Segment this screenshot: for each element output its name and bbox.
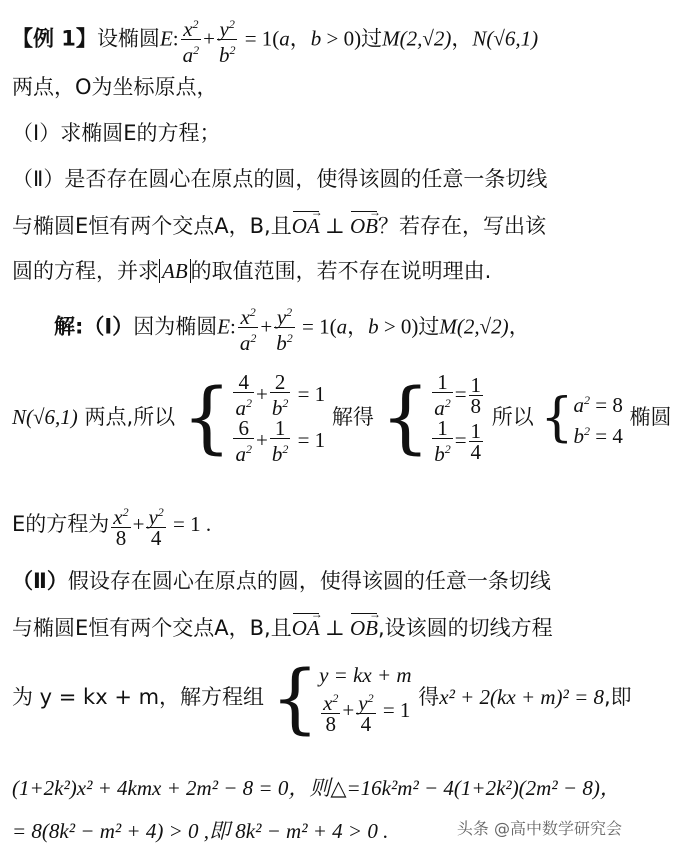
question-2-line-a: （Ⅱ）是否存在圆心在原点的圆，使得该圆的任意一条切线 <box>12 167 548 191</box>
equation-system-1: { $\frac{4}{a^2}$ + $\frac{2}{b^2}$ = 1 $\frac{6}{a^2}$ + $\frac{1}{b^2}$ = 1 <box>181 370 326 466</box>
example-line-1: 【例 1】设椭圆E: $\frac{x^2}{a^2}$ + $\frac{y^2}{b^2}$ = 1(a，b > 0)过M(2,√2)，N(√6,1) <box>12 14 652 65</box>
example-label: 【例 1】 <box>12 26 97 51</box>
solution-line-2: N(√6,1) 两点,所以 { $\frac{4}{a^2}$ + $\frac{2}{b^2}$ = 1 $\frac{6}{a^2}$ + $\frac{1}{b^2}$ = 1 解得 { $\frac{1}{a^2}$ = $\frac{1}{8}$ $\frac{1}{b^2}$ = $\frac{1}{4}$ 所以 { $a^2 = 8$ $b^2 = 4$ 椭圆 <box>12 370 672 466</box>
question-1: （Ⅰ）求椭圆E的方程； <box>12 121 221 145</box>
solution-part-2-line-a: （Ⅱ）假设存在圆心在原点的圆，使得该圆的任意一条切线 <box>12 569 551 593</box>
solution-part-2-line-c: 为 y = kx + m，解方程组 { y = kx + m $\frac{x^2}{8}$ + $\frac{y^2}{4}$ = 1 得x² + 2(kx + m)² = 8,即 <box>12 653 632 742</box>
solution-line-1: 解:（Ⅰ）因为椭圆E: $\frac{x^2}{a^2}$ + $\frac{y^2}{b^2}$ = 1(a，b > 0)过M(2,√2)， <box>54 302 694 353</box>
point-n: N(√6,1) <box>472 26 539 51</box>
solution-part-2-line-b: 与椭圆E恒有两个交点A，B,且OA → ⊥ OB →,设该圆的切线方程 <box>12 615 652 641</box>
solution-part-2-line-d: (1+2k²)x² + 4kmx + 2m² − 8 = 0，则△=16k²m² − 4(1+2k²)(2m² − 8)， <box>12 776 621 800</box>
equation-system-3: { $a^2 = 8$ $b^2 = 4$ <box>540 388 623 448</box>
solution-label: 解:（Ⅰ） <box>54 314 134 339</box>
question-2-line-c: 圆的方程，并求 AB 的取值范围，若不存在说明理由. <box>12 259 492 283</box>
watermark: 头条 @高中数学研究会 <box>456 819 622 838</box>
equation-system-2: { $\frac{1}{a^2}$ = $\frac{1}{8}$ $\frac{1}{b^2}$ = $\frac{1}{4}$ <box>380 370 482 466</box>
fraction-y2-b2: $\frac{y^2}{b^2}$ <box>217 14 238 65</box>
question-2-line-b: 与椭圆E恒有两个交点A，B,且OA → ⊥ OB →？若存在，写出该 <box>12 213 652 239</box>
solution-line-3: E的方程为 $\frac{x^2}{8}$ + $\frac{y^2}{4}$ = 1 . <box>12 502 652 548</box>
point-m: M(2,√2) <box>382 26 452 51</box>
solution-part-2-line-e: = 8(8k² − m² + 4) > 0 ,即 8k² − m² + 4 > 0 . <box>12 819 389 843</box>
example-line-2: 两点，O为坐标原点， <box>12 75 218 99</box>
fraction-x2-a2: $\frac{x^2}{a^2}$ <box>181 14 202 65</box>
equation-system-4: { y = kx + m $\frac{x^2}{8}$ + $\frac{y^2}{4}$ = 1 <box>270 653 412 742</box>
